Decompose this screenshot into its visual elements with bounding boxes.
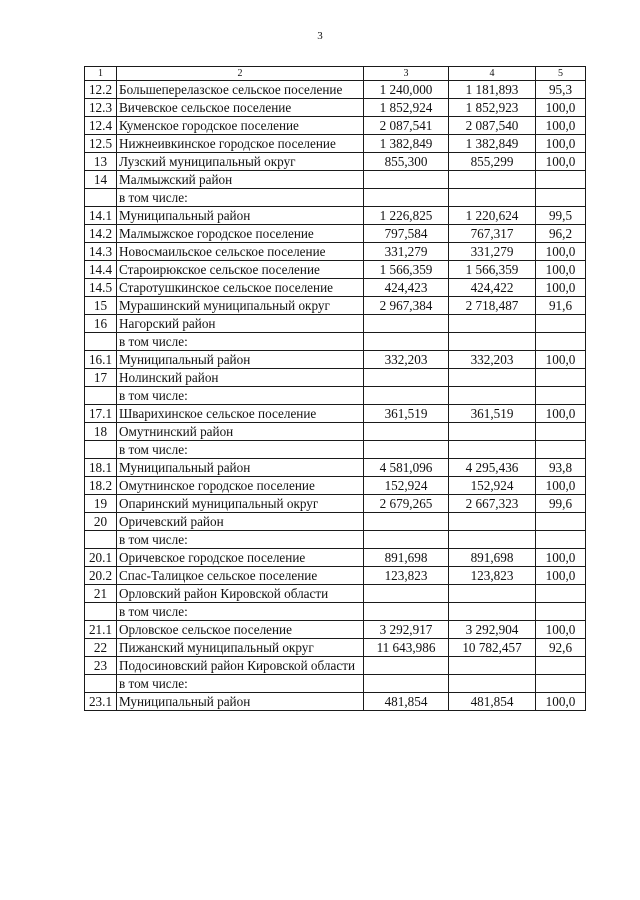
row-value-col5 <box>536 387 586 405</box>
row-value-col5: 99,5 <box>536 207 586 225</box>
table-row <box>85 243 586 261</box>
row-value-col5: 93,8 <box>536 459 586 477</box>
row-value-col5 <box>536 513 586 531</box>
table-row <box>85 513 586 531</box>
row-value-col5 <box>536 369 586 387</box>
row-name: Омутнинский район <box>117 423 364 441</box>
page-number: 3 <box>317 30 323 42</box>
row-value-col3: 4 581,096 <box>364 459 449 477</box>
row-value-col3 <box>364 333 449 351</box>
row-value-col4: 891,698 <box>449 549 536 567</box>
row-value-col4: 1 566,359 <box>449 261 536 279</box>
table-row <box>85 693 586 711</box>
table-row <box>85 621 586 639</box>
row-number: 15 <box>85 297 117 315</box>
row-value-col3: 331,279 <box>364 243 449 261</box>
row-value-col3: 1 226,825 <box>364 207 449 225</box>
row-value-col4 <box>449 171 536 189</box>
row-number <box>85 189 117 207</box>
row-value-col5 <box>536 315 586 333</box>
row-value-col5: 100,0 <box>536 243 586 261</box>
row-name: в том числе: <box>117 189 364 207</box>
row-number: 12.4 <box>85 117 117 135</box>
row-name: Оричевский район <box>117 513 364 531</box>
table-row <box>85 351 586 369</box>
row-name: Старотушкинское сельское поселение <box>117 279 364 297</box>
header-col-2: 2 <box>117 67 364 81</box>
row-number <box>85 675 117 693</box>
row-name: Шварихинское сельское поселение <box>117 405 364 423</box>
row-name: Куменское городское поселение <box>117 117 364 135</box>
row-number: 14.1 <box>85 207 117 225</box>
table-row <box>85 549 586 567</box>
table-row <box>85 603 586 621</box>
row-value-col5: 91,6 <box>536 297 586 315</box>
table-row <box>85 297 586 315</box>
row-value-col3 <box>364 513 449 531</box>
row-number: 12.3 <box>85 99 117 117</box>
row-name: в том числе: <box>117 603 364 621</box>
row-value-col5: 92,6 <box>536 639 586 657</box>
row-name: Муниципальный район <box>117 207 364 225</box>
row-number: 14.2 <box>85 225 117 243</box>
row-value-col5 <box>536 189 586 207</box>
row-value-col3 <box>364 531 449 549</box>
row-value-col4: 152,924 <box>449 477 536 495</box>
row-value-col3: 1 382,849 <box>364 135 449 153</box>
row-value-col4: 1 852,923 <box>449 99 536 117</box>
row-value-col5: 100,0 <box>536 153 586 171</box>
row-value-col3: 855,300 <box>364 153 449 171</box>
row-value-col3: 1 566,359 <box>364 261 449 279</box>
row-value-col4 <box>449 189 536 207</box>
row-value-col3: 361,519 <box>364 405 449 423</box>
row-value-col3 <box>364 315 449 333</box>
row-value-col3 <box>364 603 449 621</box>
header-row <box>85 67 586 81</box>
header-col-3: 3 <box>364 67 449 81</box>
row-name: Нагорский район <box>117 315 364 333</box>
row-value-col4: 767,317 <box>449 225 536 243</box>
row-number: 16.1 <box>85 351 117 369</box>
row-number: 23 <box>85 657 117 675</box>
row-name: Малмыжское городское поселение <box>117 225 364 243</box>
row-value-col5: 100,0 <box>536 99 586 117</box>
row-value-col5: 100,0 <box>536 621 586 639</box>
row-value-col3: 797,584 <box>364 225 449 243</box>
row-name: Малмыжский район <box>117 171 364 189</box>
budget-table <box>84 66 586 711</box>
row-number <box>85 531 117 549</box>
row-number: 17.1 <box>85 405 117 423</box>
row-value-col5 <box>536 441 586 459</box>
table-row <box>85 675 586 693</box>
row-value-col5: 100,0 <box>536 693 586 711</box>
table-row <box>85 405 586 423</box>
row-value-col5: 100,0 <box>536 549 586 567</box>
row-value-col3 <box>364 585 449 603</box>
row-name: Спас-Талицкое сельское поселение <box>117 567 364 585</box>
row-value-col5 <box>536 657 586 675</box>
table-row <box>85 477 586 495</box>
row-value-col4: 332,203 <box>449 351 536 369</box>
table-row <box>85 225 586 243</box>
table-row <box>85 585 586 603</box>
table-header <box>85 67 586 81</box>
table-row <box>85 189 586 207</box>
table-row <box>85 657 586 675</box>
row-value-col3 <box>364 387 449 405</box>
row-name: Вичевское сельское поселение <box>117 99 364 117</box>
table-row <box>85 495 586 513</box>
row-number: 13 <box>85 153 117 171</box>
table-row <box>85 153 586 171</box>
row-number: 22 <box>85 639 117 657</box>
row-name: Нижнеивкинское городское поселение <box>117 135 364 153</box>
table-body <box>85 81 586 711</box>
row-value-col3: 2 679,265 <box>364 495 449 513</box>
row-name: Орловский район Кировской области <box>117 585 364 603</box>
row-value-col3 <box>364 171 449 189</box>
row-name: Омутнинское городское поселение <box>117 477 364 495</box>
row-value-col4: 2 087,540 <box>449 117 536 135</box>
row-value-col4 <box>449 333 536 351</box>
table-row <box>85 567 586 585</box>
table-row <box>85 99 586 117</box>
row-value-col5: 100,0 <box>536 477 586 495</box>
row-number: 20.1 <box>85 549 117 567</box>
row-value-col3: 891,698 <box>364 549 449 567</box>
row-name: Староирюкское сельское поселение <box>117 261 364 279</box>
row-name: Орловское сельское поселение <box>117 621 364 639</box>
row-value-col4 <box>449 675 536 693</box>
row-number: 14 <box>85 171 117 189</box>
row-value-col5: 100,0 <box>536 135 586 153</box>
row-value-col3 <box>364 675 449 693</box>
row-number: 18.2 <box>85 477 117 495</box>
row-number: 23.1 <box>85 693 117 711</box>
table-row <box>85 459 586 477</box>
table-row <box>85 81 586 99</box>
row-value-col4 <box>449 387 536 405</box>
row-value-col4: 1 382,849 <box>449 135 536 153</box>
row-value-col4: 1 220,624 <box>449 207 536 225</box>
header-col-5: 5 <box>536 67 586 81</box>
header-col-4: 4 <box>449 67 536 81</box>
table-row <box>85 279 586 297</box>
row-value-col3: 1 852,924 <box>364 99 449 117</box>
row-name: в том числе: <box>117 387 364 405</box>
row-value-col5 <box>536 675 586 693</box>
row-value-col4 <box>449 603 536 621</box>
row-number: 20 <box>85 513 117 531</box>
row-number <box>85 387 117 405</box>
row-value-col5 <box>536 585 586 603</box>
row-value-col3: 481,854 <box>364 693 449 711</box>
table-row <box>85 315 586 333</box>
table-row <box>85 369 586 387</box>
row-name: Опаринский муниципальный округ <box>117 495 364 513</box>
row-value-col4: 10 782,457 <box>449 639 536 657</box>
row-name: Муниципальный район <box>117 351 364 369</box>
row-value-col5 <box>536 603 586 621</box>
row-value-col4: 424,422 <box>449 279 536 297</box>
row-value-col4: 1 181,893 <box>449 81 536 99</box>
row-value-col4 <box>449 531 536 549</box>
row-name: в том числе: <box>117 441 364 459</box>
row-value-col5: 100,0 <box>536 279 586 297</box>
row-number: 21.1 <box>85 621 117 639</box>
table-row <box>85 387 586 405</box>
row-value-col3: 11 643,986 <box>364 639 449 657</box>
row-number: 21 <box>85 585 117 603</box>
row-number: 16 <box>85 315 117 333</box>
row-number: 12.5 <box>85 135 117 153</box>
row-name: Оричевское городское поселение <box>117 549 364 567</box>
row-name: в том числе: <box>117 333 364 351</box>
row-value-col3: 2 087,541 <box>364 117 449 135</box>
row-value-col3 <box>364 189 449 207</box>
row-value-col5: 100,0 <box>536 117 586 135</box>
row-number: 14.3 <box>85 243 117 261</box>
row-value-col4: 361,519 <box>449 405 536 423</box>
row-value-col4 <box>449 315 536 333</box>
row-value-col4: 2 667,323 <box>449 495 536 513</box>
row-number <box>85 603 117 621</box>
row-value-col3: 3 292,917 <box>364 621 449 639</box>
table-row <box>85 639 586 657</box>
table-row <box>85 531 586 549</box>
row-value-col5: 95,3 <box>536 81 586 99</box>
table-row <box>85 207 586 225</box>
row-value-col3: 1 240,000 <box>364 81 449 99</box>
row-value-col4: 4 295,436 <box>449 459 536 477</box>
row-value-col3: 152,924 <box>364 477 449 495</box>
row-value-col5: 100,0 <box>536 261 586 279</box>
row-value-col5 <box>536 171 586 189</box>
row-value-col4: 2 718,487 <box>449 297 536 315</box>
row-value-col3 <box>364 423 449 441</box>
row-value-col4: 855,299 <box>449 153 536 171</box>
row-name: Новосмаильское сельское поселение <box>117 243 364 261</box>
row-value-col5: 100,0 <box>536 405 586 423</box>
row-value-col5 <box>536 531 586 549</box>
table-row <box>85 261 586 279</box>
row-value-col4 <box>449 513 536 531</box>
row-value-col3 <box>364 441 449 459</box>
table-row <box>85 441 586 459</box>
row-number: 20.2 <box>85 567 117 585</box>
row-name: Нолинский район <box>117 369 364 387</box>
row-value-col3 <box>364 657 449 675</box>
row-name: Большеперелазское сельское поселение <box>117 81 364 99</box>
row-value-col4 <box>449 585 536 603</box>
row-value-col5: 100,0 <box>536 351 586 369</box>
row-number: 19 <box>85 495 117 513</box>
row-number: 14.4 <box>85 261 117 279</box>
row-number: 18.1 <box>85 459 117 477</box>
row-value-col3: 2 967,384 <box>364 297 449 315</box>
row-value-col3: 123,823 <box>364 567 449 585</box>
row-name: в том числе: <box>117 675 364 693</box>
row-value-col4 <box>449 441 536 459</box>
row-value-col5: 100,0 <box>536 567 586 585</box>
row-value-col5 <box>536 423 586 441</box>
row-value-col4: 481,854 <box>449 693 536 711</box>
row-number <box>85 441 117 459</box>
header-col-1: 1 <box>85 67 117 81</box>
row-name: Муниципальный район <box>117 459 364 477</box>
row-number: 12.2 <box>85 81 117 99</box>
row-name: Пижанский муниципальный округ <box>117 639 364 657</box>
row-value-col3 <box>364 369 449 387</box>
row-number: 17 <box>85 369 117 387</box>
table-row <box>85 333 586 351</box>
row-value-col4: 123,823 <box>449 567 536 585</box>
row-name: Лузский муниципальный округ <box>117 153 364 171</box>
row-value-col4: 3 292,904 <box>449 621 536 639</box>
row-name: Муниципальный район <box>117 693 364 711</box>
row-number: 14.5 <box>85 279 117 297</box>
table-row <box>85 135 586 153</box>
row-number: 18 <box>85 423 117 441</box>
row-value-col4: 331,279 <box>449 243 536 261</box>
row-value-col4 <box>449 657 536 675</box>
row-value-col4 <box>449 423 536 441</box>
table-row <box>85 117 586 135</box>
row-name: Мурашинский муниципальный округ <box>117 297 364 315</box>
row-value-col5: 96,2 <box>536 225 586 243</box>
row-name: в том числе: <box>117 531 364 549</box>
row-value-col3: 424,423 <box>364 279 449 297</box>
row-number <box>85 333 117 351</box>
table-row <box>85 171 586 189</box>
table-row <box>85 423 586 441</box>
row-name: Подосиновский район Кировской области <box>117 657 364 675</box>
row-value-col5 <box>536 333 586 351</box>
row-value-col3: 332,203 <box>364 351 449 369</box>
row-value-col4 <box>449 369 536 387</box>
row-value-col5: 99,6 <box>536 495 586 513</box>
